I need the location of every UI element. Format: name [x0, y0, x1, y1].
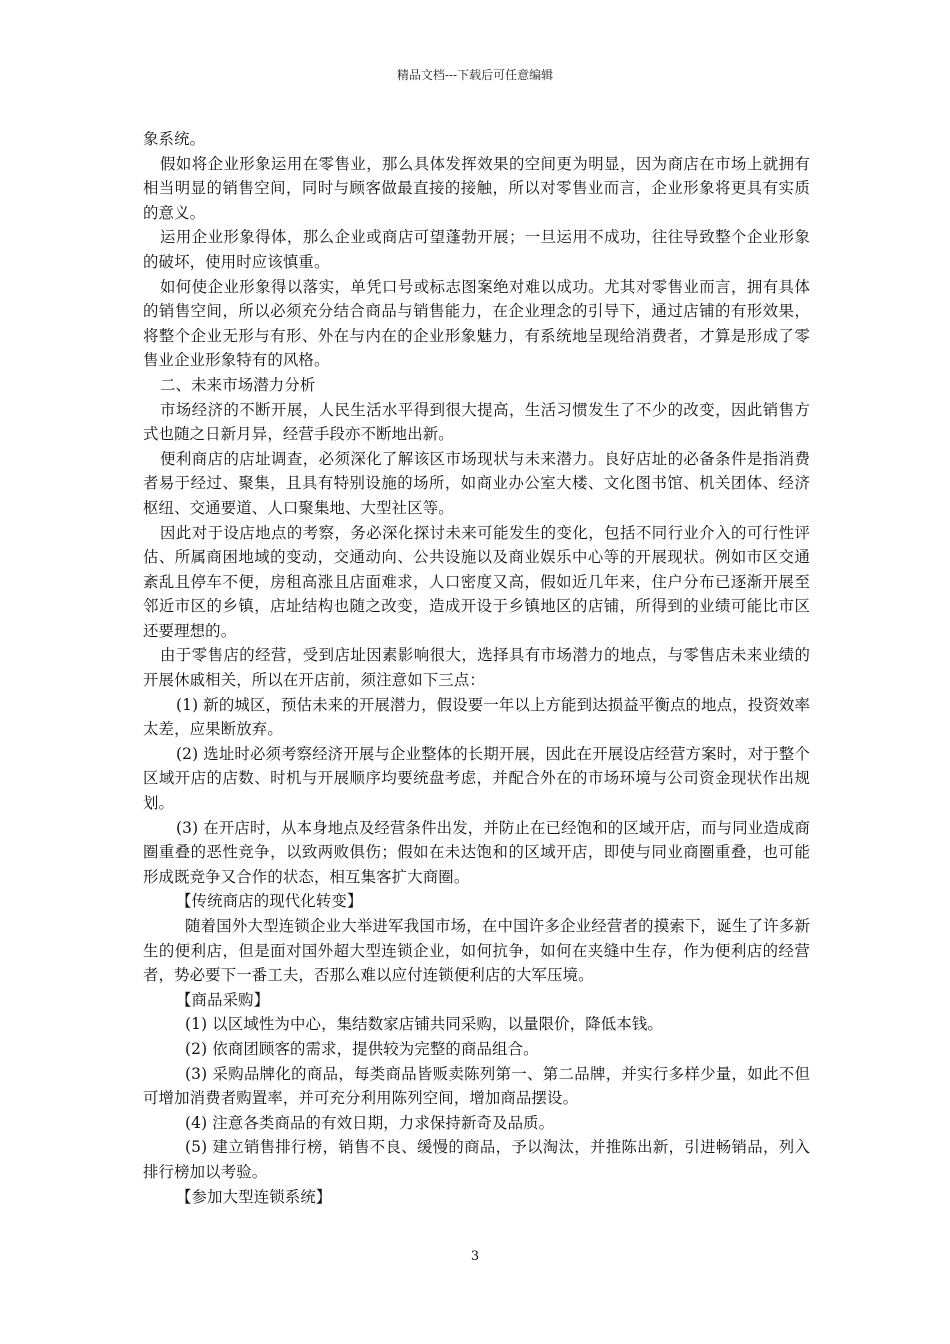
page-header: 精品文档---下载后可任意编辑: [396, 68, 554, 82]
paragraph: 二、未来市场潜力分析: [160, 375, 316, 394]
paragraph: 如何使企业形象得以落实，单凭口号或标志图案绝对难以成功。尤其对零售业而言，拥有具体的销售空间，所以必须充分结合商品与销售能力，在企业理念的引导下，通过店铺的有形效果，将整个企业无形与有形、外在与内在的企业形象魅力，有系统地呈现给消费者，才算是形成了零售业企业形象特有的风格。: [143, 277, 810, 370]
paragraph: (3) 在开店时，从本身地点及经营条件出发，并防止在已经饱和的区域开店，而与同业造成商圈重叠的恶性竞争，以致两败俱伤；假如在未达饱和的区域开店，即使与同业商圈重叠，也可能形成既竞争又合作的状态，相互集客扩大商圈。: [143, 818, 810, 886]
paragraph: (1) 新的城区，预估未来的开展潜力，假设要一年以上方能到达损益平衡点的地点，投资效率太差，应果断放弃。: [143, 695, 810, 739]
paragraph: 【参加大型连锁系统】: [176, 1187, 332, 1206]
paragraph: (1) 以区域性为中心，集结数家店铺共同采购，以量限价，降低本钱。: [185, 1015, 663, 1034]
paragraph: (2) 依商团顾客的需求，提供较为完整的商品组合。: [185, 1039, 539, 1058]
paragraph: 因此对于设店地点的考察，务必深化探讨未来可能发生的变化，包括不同行业介入的可行性评估、所属商困地域的变动，交通动向、公共设施以及商业娱乐中心等的开展现状。例如市区交通紊乱且停车不便，房租高涨且店面难求，人口密度又高，假如近几年来，住户分布已逐渐开展至邻近市区的乡镇，店址结构也随之改变，造成开设于乡镇地区的店铺，所得到的业绩可能比市区还要理想的。: [143, 523, 810, 640]
document-body: [143, 127, 810, 1209]
paragraph: (5) 建立销售排行榜，销售不良、缓慢的商品，予以淘汰，并推陈出新，引进畅销品，列入排行榜加以考验。: [143, 1138, 810, 1181]
paragraph: 随着国外大型连锁企业大举进军我国市场，在中国许多企业经营者的摸索下，诞生了许多新生的便利店，但是面对国外超大型连锁企业，如何抗争，如何在夹缝中生存，作为便利店的经营者，势必要下一番工夫，否那么难以应付连锁便利店的大军压境。: [143, 917, 810, 985]
paragraph: 象系统。: [143, 130, 206, 148]
paragraph: 假如将企业形象运用在零售业，那么具体发挥效果的空间更为明显，因为商店在市场上就拥有相当明显的销售空间，同时与顾客做最直接的接触，所以对零售业而言，企业形象将更具有实质的意义。: [143, 154, 810, 222]
paragraph: 【传统商店的现代化转变】: [176, 892, 363, 911]
paragraph: (2) 选址时必须考察经济开展与企业整体的长期开展，因此在开展设店经营方案时，对于整个区域开店的店数、时机与开展顺序均要统盘考虑，并配合外在的市场环境与公司资金现状作出规划。: [143, 744, 810, 813]
paragraph: 便利商店的店址调查，必须深化了解该区市场现状与未来潜力。良好店址的必备条件是指消费者易于经过、聚集，且具有特别设施的场所，如商业办公室大楼、文化图书馆、机关团体、经济枢纽、交通要道、人口聚集地、大型社区等。: [143, 449, 810, 517]
page-number: 3: [470, 1249, 480, 1264]
paragraph: 【商品采购】: [176, 990, 270, 1009]
paragraph: (4) 注意各类商品的有效日期，力求保持新奇及品质。: [185, 1113, 555, 1132]
paragraph: (3) 采购品牌化的商品，每类商品皆贩卖陈列第一、第二品牌，并实行多样少量，如此不但可增加消费者购置率，并可充分利用陈列空间，增加商品摆设。: [143, 1064, 810, 1108]
paragraph: 运用企业形象得体，那么企业或商店可望蓬勃开展；一旦运用不成功，往往导致整个企业形象的破坏，使用时应该慎重。: [143, 228, 810, 271]
paragraph: 由于零售店的经营，受到店址因素影响很大，选择具有市场潜力的地点，与零售店未来业绩的开展休戚相关，所以在开店前，须注意如下三点：: [143, 646, 810, 690]
paragraph: 市场经济的不断开展，人民生活水平得到很大提高，生活习惯发生了不少的改变，因此销售方式也随之日新月异，经营手段亦不断地出新。: [143, 400, 810, 444]
